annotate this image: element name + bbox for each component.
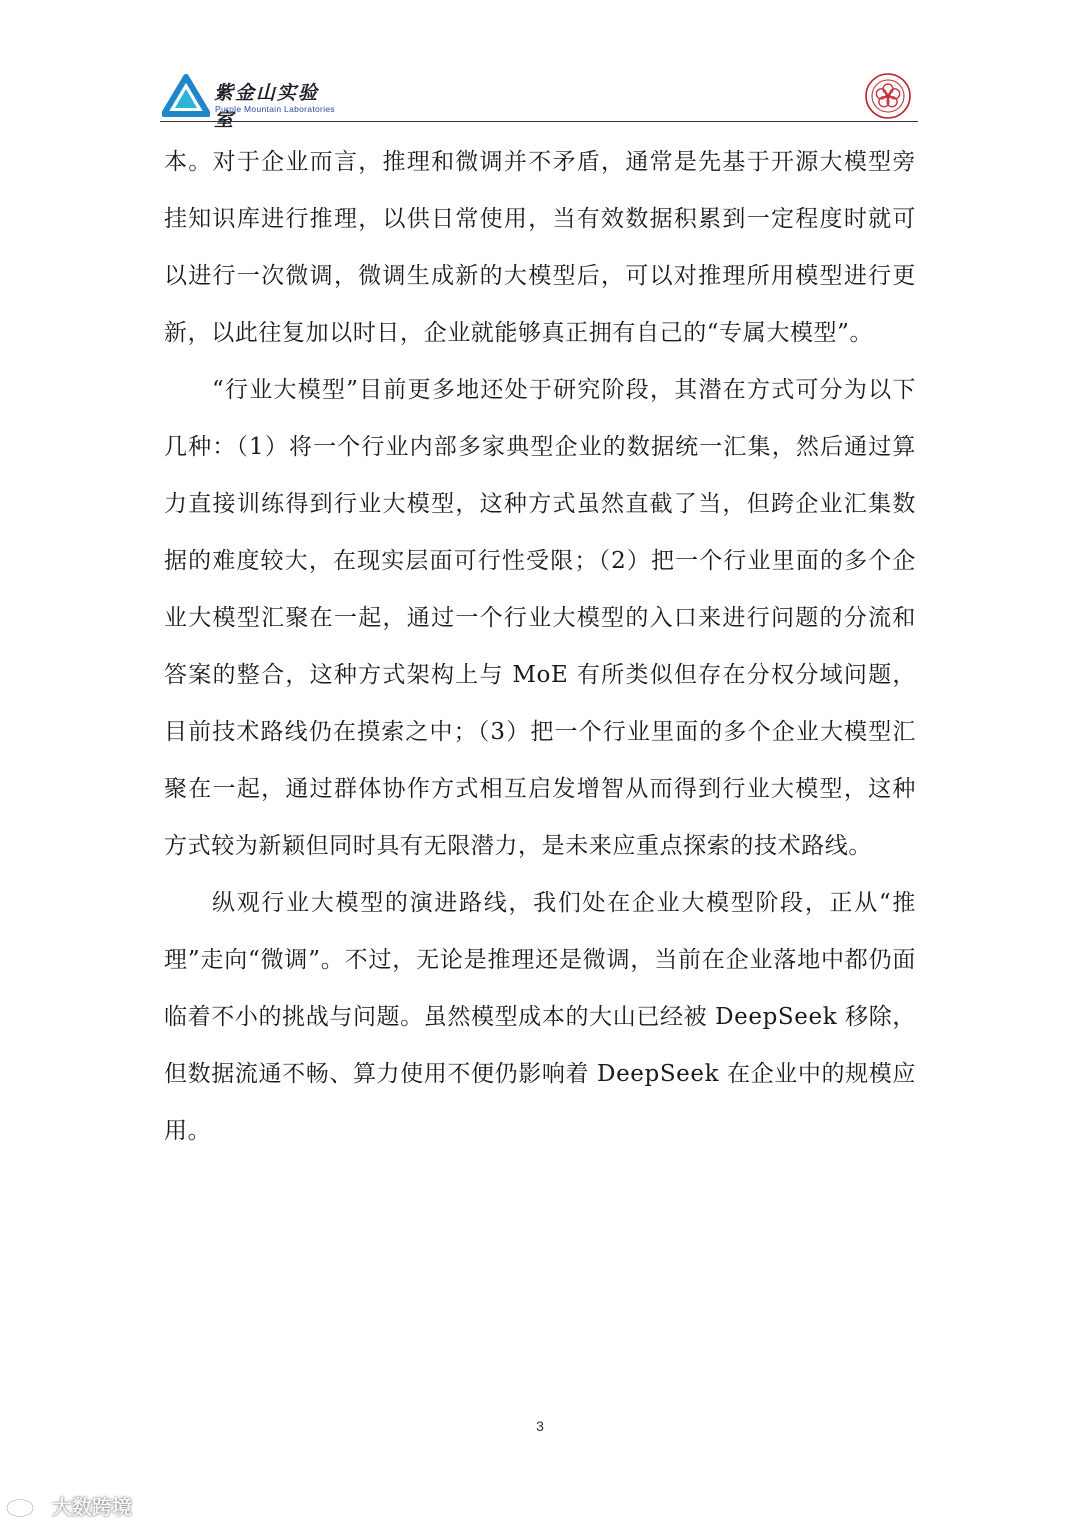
watermark <box>4 1488 132 1522</box>
paragraph-1: 本。对于企业而言，推理和微调并不矛盾，通常是先基于开源大模型旁挂知识库进行推理，以供日常使用，当有效数据积累到一定程度时就可以进行一次微调，微调生成新的大模型后，可以对推理所用模型进行更新，以此往复加以时日，企业就能够真正拥有自己的“专属大模型”。 <box>164 149 916 346</box>
page-header <box>0 0 1080 131</box>
watermark-text: 大数跨境 <box>52 1494 132 1519</box>
header-divider <box>160 121 918 122</box>
paragraph-3: 纵观行业大模型的演进路线，我们处在企业大模型阶段，正从“推理”走向“微调”。不过，无论是推理还是微调，当前在企业落地中都仍面临着不小的挑战与问题。虽然模型成本的大山已经被 DeepSeek 移除，但数据流通不畅、算力使用不便仍影响着 DeepSeek 在企业中的规模应用。 <box>164 890 916 1144</box>
logo-chinese-name: 紫金山实验室 <box>214 82 320 131</box>
institution-seal-icon <box>864 72 912 120</box>
paragraph-2: “行业大模型”目前更多地还处于研究阶段，其潜在方式可分为以下几种：（1）将一个行业内部多家典型企业的数据统一汇集，然后通过算力直接训练得到行业大模型，这种方式虽然直截了当，但跨企业汇集数据的难度较大，在现实层面可行性受限；（2）把一个行业里面的多个企业大模型汇聚在一起，通过一个行业大模型的入口来进行问题的分流和答案的整合，这种方式架构上与 MoE 有所类似但存在分权分域问题，目前技术路线仍在摸索之中；（3）把一个行业里面的多个企业大模型汇聚在一起，通过群体协作方式相互启发增智从而得到行业大模型，这种方式较为新颖但同时具有无限潜力，是未来应重点探索的技术路线。 <box>164 377 916 859</box>
triangle-logo-icon <box>162 74 210 118</box>
page-number: 3 <box>536 1418 544 1434</box>
lab-logo <box>162 74 335 131</box>
logo-english-name: Purple Mountain Laboratories <box>215 104 335 114</box>
weibo-icon <box>4 1492 46 1518</box>
document-body <box>164 134 916 1160</box>
